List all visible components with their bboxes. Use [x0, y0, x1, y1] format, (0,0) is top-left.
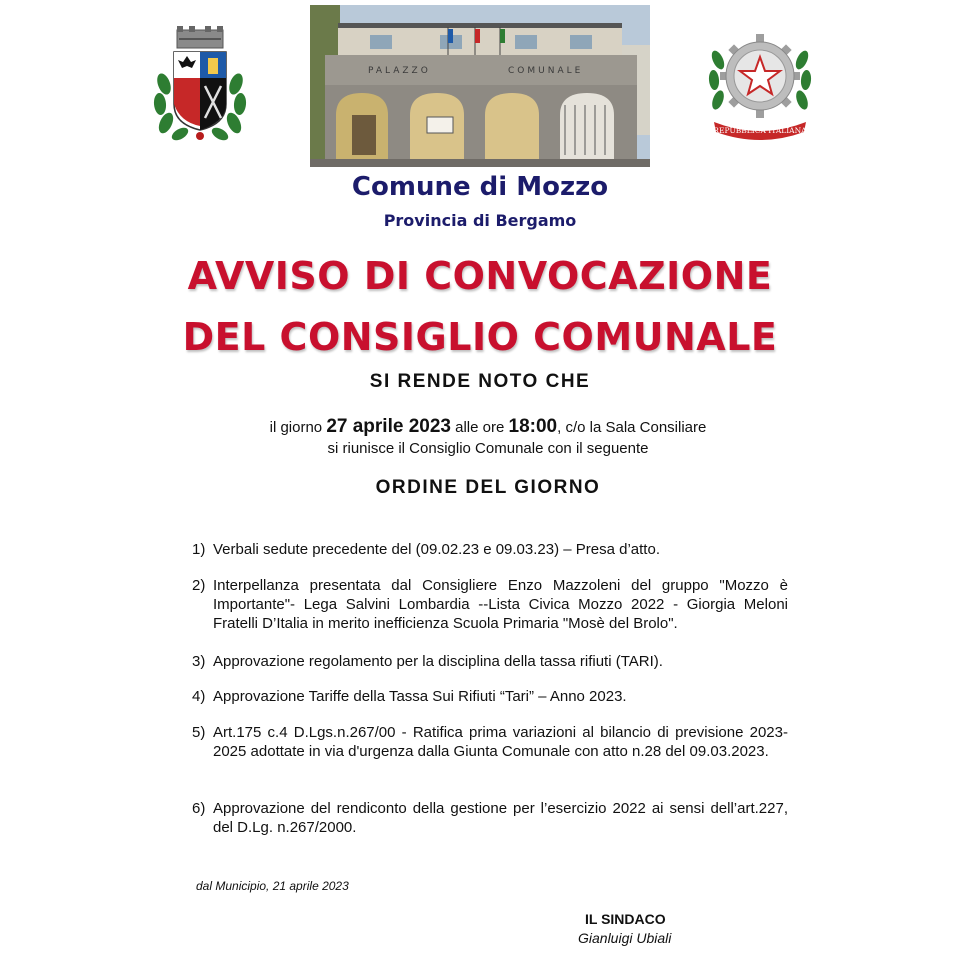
- mayor-name: Gianluigi Ubiali: [578, 930, 672, 946]
- agenda-item-number: 5): [192, 724, 206, 741]
- agenda-item-text: Approvazione regolamento per la disciplina della tassa rifiuti (TARI).: [213, 653, 663, 670]
- meeting-pre-date: il giorno: [269, 419, 327, 436]
- agenda-item-number: 3): [192, 653, 206, 670]
- meeting-mid: alle ore: [450, 419, 509, 436]
- notice-title-line-1: AVVISO DI CONVOCAZIONE: [187, 254, 773, 298]
- agenda-item-number: 4): [192, 688, 206, 705]
- emblem-ribbon-text: REPUBBLICA ITALIANA: [713, 126, 807, 135]
- comune-title: Comune di Mozzo: [351, 172, 609, 202]
- notice-title-line-2: DEL CONSIGLIO COMUNALE: [182, 315, 778, 359]
- notice-heading: SI RENDE NOTO CHE: [369, 371, 591, 392]
- agenda-item-text: Approvazione Tariffe della Tassa Sui Rifiuti “Tari” – Anno 2023.: [213, 688, 627, 705]
- meeting-time: 18:00: [508, 416, 558, 437]
- agenda-item: [192, 540, 788, 559]
- agenda-item: [192, 576, 788, 633]
- photo-inscription-right: COMUNALE: [508, 66, 584, 76]
- meeting-description-line: si riunisce il Consiglio Comunale con il seguente: [327, 440, 649, 457]
- agenda-item-text: Art.175 c.4 D.Lgs.n.267/00 - Ratifica prima variazioni al bilancio di previsione 2023- 2025 adottate in via d'urgenza dalla Giunta Comunale con atto n.28 del 09.03.2023.: [213, 724, 788, 760]
- agenda-item-number: 6): [192, 800, 206, 817]
- coat-of-arms-icon: [150, 26, 250, 144]
- agenda-item-text: Interpellanza presentata dal Consigliere Enzo Mazzoleni del gruppo "Mozzo è Importante"- Lega Salvini Lombardia --Lista Civica Mozzo 2022 - Giorgia Meloni Fratelli D’Italia in merito inefficienza Scuola Primaria "Mosè del Brolo".: [213, 577, 788, 632]
- meeting-date-line: [0, 416, 960, 438]
- mayor-title: IL SINDACO: [585, 911, 666, 927]
- meeting-date: 27 aprile 2023: [326, 416, 451, 437]
- issue-date-line: dal Municipio, 21 aprile 2023: [196, 879, 349, 893]
- agenda-item-text: Verbali sedute precedente del (09.02.23 e 09.03.23) – Presa d’atto.: [213, 541, 660, 558]
- town-hall-photo: [310, 5, 650, 167]
- agenda-item: [192, 799, 788, 837]
- meeting-location: , c/o la Sala Consiliare: [557, 419, 707, 436]
- agenda-item: [192, 687, 788, 706]
- photo-inscription-left: PALAZZO: [368, 66, 431, 76]
- agenda-heading: ORDINE DEL GIORNO: [375, 477, 601, 498]
- agenda-item-text: Approvazione del rendiconto della gestione per l’esercizio 2022 ai sensi dell’art.227, del D.Lg. n.267/2000.: [213, 800, 788, 836]
- agenda-item: [192, 652, 788, 671]
- provincia-subtitle: Provincia di Bergamo: [383, 211, 577, 230]
- emblem-of-italy-icon: [708, 30, 812, 140]
- agenda-item-number: 1): [192, 541, 206, 558]
- agenda-item-number: 2): [192, 577, 206, 594]
- agenda-item: [192, 723, 788, 761]
